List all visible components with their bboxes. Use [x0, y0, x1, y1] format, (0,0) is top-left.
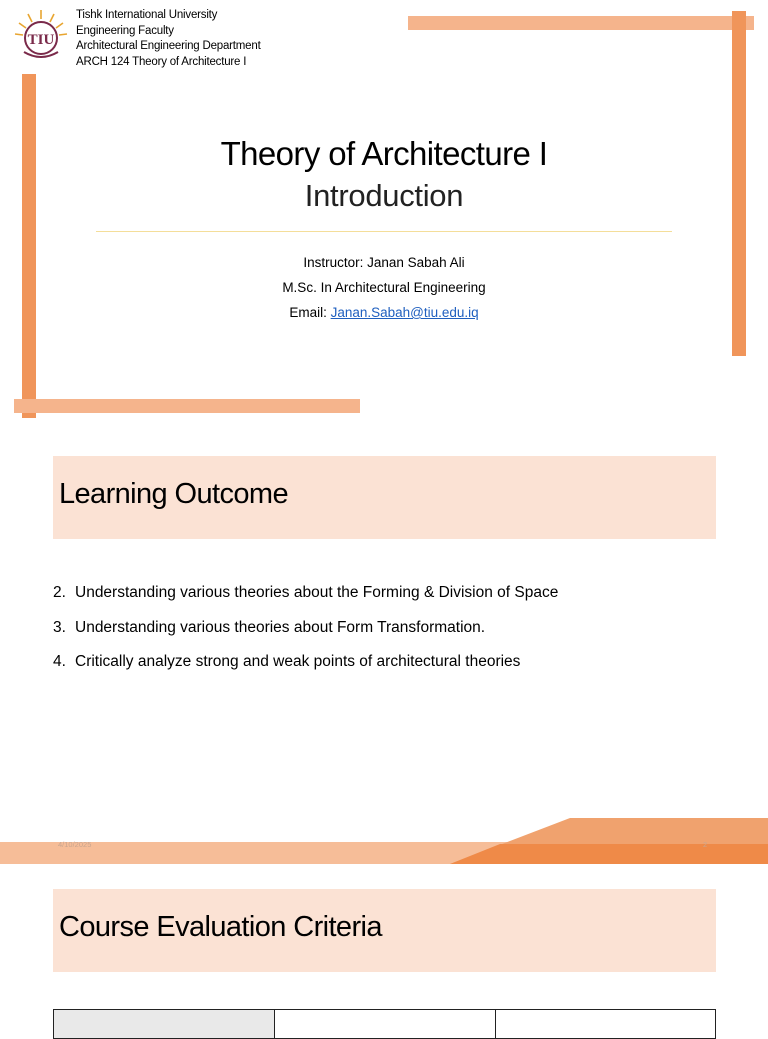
faculty-name: Engineering Faculty [76, 24, 174, 37]
email-link[interactable]: Janan.Sabah@tiu.edu.iq [330, 305, 479, 320]
footer-wedge [0, 816, 768, 866]
learning-outcome-header [53, 456, 716, 539]
instructor-name: Instructor: Janan Sabah Ali [303, 255, 465, 270]
logo-text: TIU [27, 32, 55, 48]
list-item-number: 2. [53, 584, 66, 601]
slide-subtitle: Introduction [304, 178, 464, 213]
learning-outcome-list [53, 583, 753, 687]
evaluation-title: Course Evaluation Criteria [59, 911, 382, 943]
title-divider [96, 231, 672, 232]
title-slide [0, 0, 768, 430]
list-item [53, 583, 753, 618]
left-vertical-bar [22, 74, 36, 418]
top-right-horizontal-bar [408, 16, 754, 30]
university-logo [12, 6, 70, 64]
list-item-text: Critically analyze strong and weak points of architectural theories [75, 653, 521, 670]
list-item [53, 618, 753, 653]
list-item-text: Understanding various theories about the Forming & Division of Space [75, 584, 559, 601]
list-item-number: 3. [53, 618, 66, 636]
university-name: Tishk International University [76, 9, 218, 21]
slide-title: Theory of Architecture I [220, 135, 548, 172]
learning-outcome-title: Learning Outcome [59, 478, 288, 510]
footer-page-number: 2 [703, 840, 708, 849]
table-cell [54, 1010, 275, 1038]
institution-header [76, 8, 261, 70]
instructor-email-row [0, 305, 768, 320]
email-label: Email: [289, 305, 331, 320]
instructor-degree: M.Sc. In Architectural Engineering [282, 280, 486, 295]
footer-date: 4/10/2025 [58, 840, 92, 849]
department-name: Architectural Engineering Department [76, 40, 261, 52]
table-cell [275, 1010, 496, 1038]
bottom-left-horizontal-bar [14, 399, 360, 413]
list-item [53, 652, 753, 687]
course-code: ARCH 124 Theory of Architecture I [76, 55, 247, 68]
list-item-text: Understanding various theories about Form Transformation. [75, 618, 486, 636]
list-item-number: 4. [53, 653, 66, 670]
table-cell [496, 1010, 715, 1038]
evaluation-table [53, 1009, 716, 1039]
evaluation-header [53, 889, 716, 972]
